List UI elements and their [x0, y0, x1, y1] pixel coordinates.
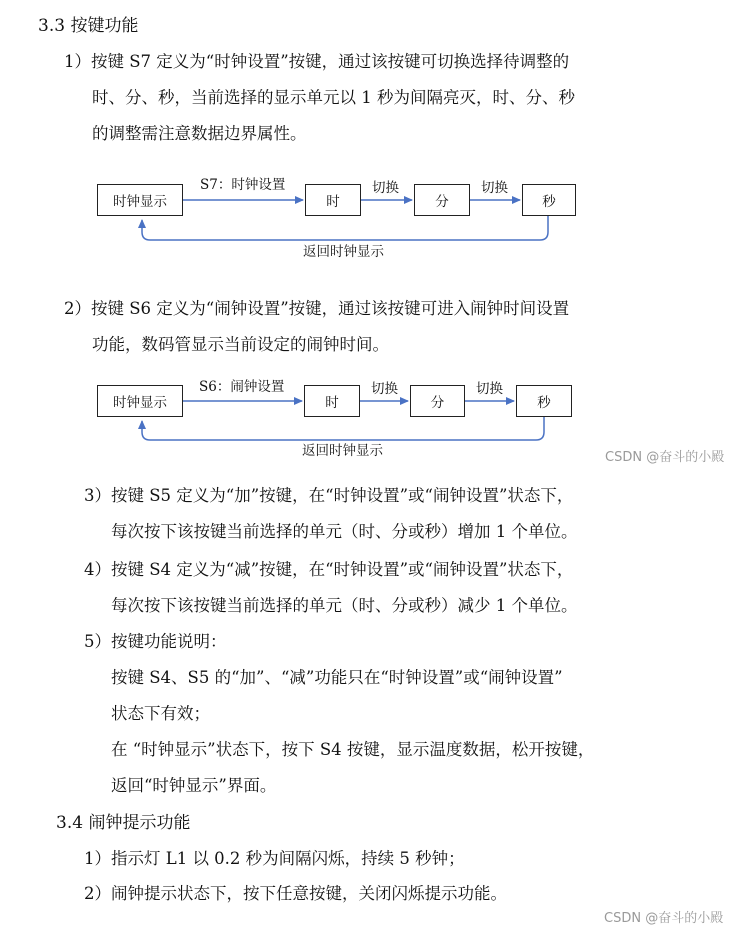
section-3-3-title: 3.3 按键功能	[38, 16, 139, 36]
item5-line5: 返回“时钟显示”界面。	[111, 776, 277, 795]
arrow2-return	[142, 417, 544, 440]
state2-minute: 分	[410, 385, 465, 417]
label2-switch-2: 切换	[476, 381, 503, 397]
item3-line1: 3）按键 S5 定义为“加”按键，在“时钟设置”或“闹钟设置”状态下，	[84, 486, 574, 505]
item5-line2: 按键 S4、S5 的“加”、“减”功能只在“时钟设置”或“闹钟设置”	[111, 668, 563, 687]
item5-line4: 在 “时钟显示”状态下，按下 S4 按键，显示温度数据，松开按键，	[111, 740, 595, 759]
label2-switch-1: 切换	[371, 381, 398, 397]
watermark-csdn-bottom: CSDN @奋斗的小殿	[604, 911, 724, 926]
label2-return: 返回时钟显示	[302, 443, 383, 459]
item1-line3: 的调整需注意数据边界属性。	[92, 124, 307, 143]
state-second: 秒	[522, 184, 576, 216]
state-clock-display: 时钟显示	[97, 184, 183, 216]
state2-hour: 时	[304, 385, 360, 417]
item3-line2: 每次按下该按键当前选择的单元（时、分或秒）增加 1 个单位。	[111, 522, 578, 541]
item5-line1: 5）按键功能说明：	[84, 632, 227, 651]
label-switch-1: 切换	[372, 180, 399, 196]
label-s6-trigger: S6：闹钟设置	[199, 379, 285, 395]
sec34-item1: 1）指示灯 L1 以 0.2 秒为间隔闪烁，持续 5 秒钟；	[84, 849, 465, 868]
item1-line1: 1）按键 S7 定义为“时钟设置”按键，通过该按键可切换选择待调整的	[64, 52, 570, 71]
state2-second: 秒	[516, 385, 572, 417]
label-switch-2: 切换	[481, 180, 508, 196]
sec34-item2: 2）闹钟提示状态下，按下任意按键，关闭闪烁提示功能。	[84, 884, 507, 903]
watermark-csdn: CSDN @奋斗的小殿	[605, 450, 725, 465]
state2-clock-display: 时钟显示	[97, 385, 183, 417]
state-hour: 时	[305, 184, 361, 216]
item4-line2: 每次按下该按键当前选择的单元（时、分或秒）减少 1 个单位。	[111, 596, 578, 615]
item5-line3: 状态下有效；	[111, 704, 210, 723]
item1-line2: 时、分、秒，当前选择的显示单元以 1 秒为间隔亮灭，时、分、秒	[92, 88, 575, 107]
item2-line2: 功能，数码管显示当前设定的闹钟时间。	[92, 335, 389, 354]
label-s7-trigger: S7：时钟设置	[200, 177, 286, 193]
label-return: 返回时钟显示	[303, 244, 384, 260]
item4-line1: 4）按键 S4 定义为“减”按键，在“时钟设置”或“闹钟设置”状态下，	[84, 560, 574, 579]
state-minute: 分	[414, 184, 470, 216]
item2-line1: 2）按键 S6 定义为“闹钟设置”按键，通过该按键可进入闹钟时间设置	[64, 299, 570, 318]
section-3-4-title: 3.4 闹钟提示功能	[56, 813, 191, 833]
